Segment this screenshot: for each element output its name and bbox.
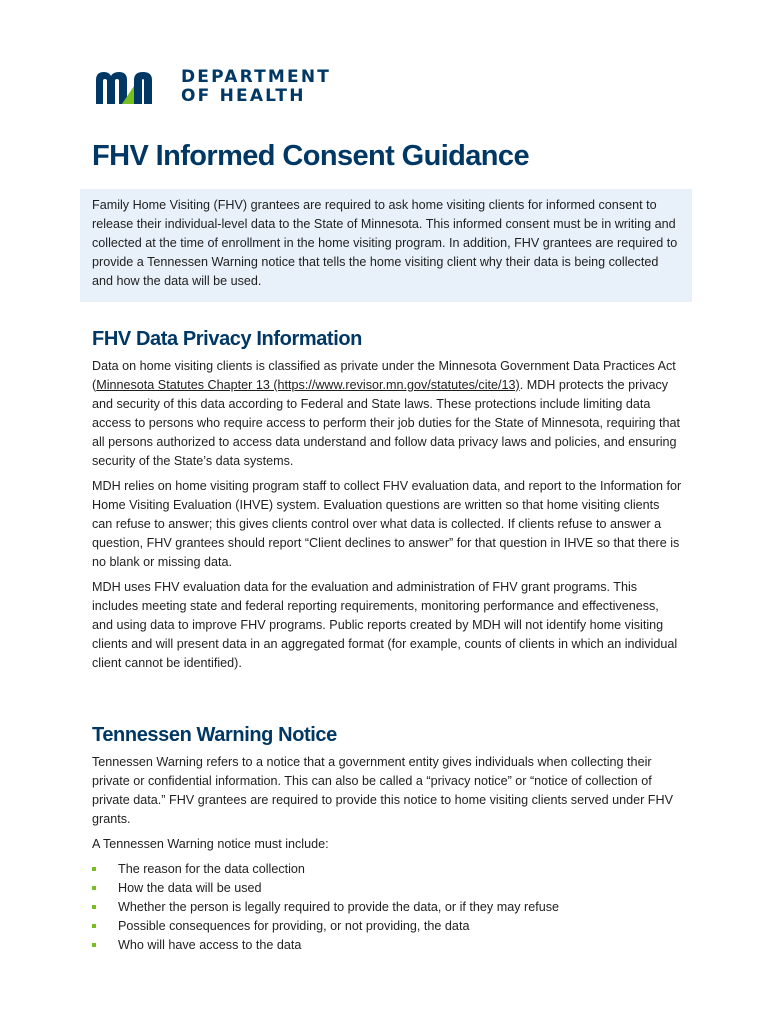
bullet-square-icon <box>92 943 96 947</box>
logo-line-1: DEPARTMENT <box>181 67 332 87</box>
list-item <box>92 898 682 917</box>
bullet-square-icon <box>92 905 96 909</box>
privacy-p1-text-after: . MDH protects the privacy and security of this data according to Federal and State laws. These protections include limiting data access to persons who require access to perform their job duties for the State of Minnesota, requiring that all persons authorized to access data understand and follow data privacy laws and policies, and ensuring security of the State’s data systems. <box>92 378 681 468</box>
tennessen-requirements-list <box>92 860 682 955</box>
logo-line-2: OF HEALTH <box>181 86 306 106</box>
privacy-paragraph-2: MDH relies on home visiting program staff to collect FHV evaluation data, and report to the Information for Home Visiting Evaluation (IHVE) system. Evaluation questions are written so that home visiting clients can refuse to answer; this gives clients control over what data is collected. If clients refuse to answer a question, FHV grantees should report “Client declines to answer” for that question in IHVE so that there is no blank or missing data. <box>92 479 682 569</box>
bullet-square-icon <box>92 886 96 890</box>
statutes-link[interactable]: Minnesota Statutes Chapter 13 (https://www.revisor.mn.gov/statutes/cite/13) <box>96 378 520 392</box>
bullet-square-icon <box>92 924 96 928</box>
list-item <box>92 917 682 936</box>
tennessen-paragraph-2: A Tennessen Warning notice must include: <box>92 837 329 851</box>
tennessen-paragraph-1: Tennessen Warning refers to a notice that a government entity gives individuals when collecting their private or confidential information. This can also be called a “privacy notice” or “notice of collection of private data.” FHV grantees are required to provide this notice to home visiting clients served under FHV grants. <box>92 755 673 826</box>
list-item-text: Possible consequences for providing, or not providing, the data <box>118 919 470 933</box>
page-title: FHV Informed Consent Guidance <box>92 140 529 172</box>
bullet-square-icon <box>92 867 96 871</box>
list-item-text: The reason for the data collection <box>118 862 305 876</box>
list-item-text: How the data will be used <box>118 881 262 895</box>
privacy-p1-text-before: Data on home visiting clients is classified as private under the Minnesota Government Data Practices Act ( <box>92 359 676 392</box>
list-item-text: Whether the person is legally required to provide the data, or if they may refuse <box>118 900 560 914</box>
list-item <box>92 860 682 879</box>
logo-wordmark <box>181 68 331 106</box>
privacy-section <box>92 328 682 679</box>
list-item <box>92 879 682 898</box>
privacy-heading: FHV Data Privacy Information <box>92 328 362 350</box>
intro-callout <box>80 189 692 302</box>
list-item-text: Who will have access to the data <box>118 938 302 952</box>
tennessen-heading: Tennessen Warning Notice <box>92 724 337 746</box>
privacy-paragraph-3: MDH uses FHV evaluation data for the evaluation and administration of FHV grant programs. This includes meeting state and federal reporting requirements, monitoring performance and effectiveness, and using data to improve FHV programs. Public reports created by MDH will not identify home visiting clients and will present data in an aggregated format (for example, counts of clients in which an individual client cannot be identified). <box>92 580 678 670</box>
privacy-paragraph-1 <box>92 357 682 471</box>
list-item <box>92 936 682 955</box>
mdh-logo <box>92 68 331 106</box>
tennessen-section <box>92 724 682 955</box>
intro-paragraph: Family Home Visiting (FHV) grantees are required to ask home visiting clients for informed consent to release their individual-level data to the State of Minnesota. This informed consent must be in writing and collected at the time of enrollment in the home visiting program. In addition, FHV grantees are required to provide a Tennessen Warning notice that tells the home visiting client why their data is being collected and how the data will be used. <box>92 198 678 288</box>
mn-logo-icon <box>92 68 172 106</box>
